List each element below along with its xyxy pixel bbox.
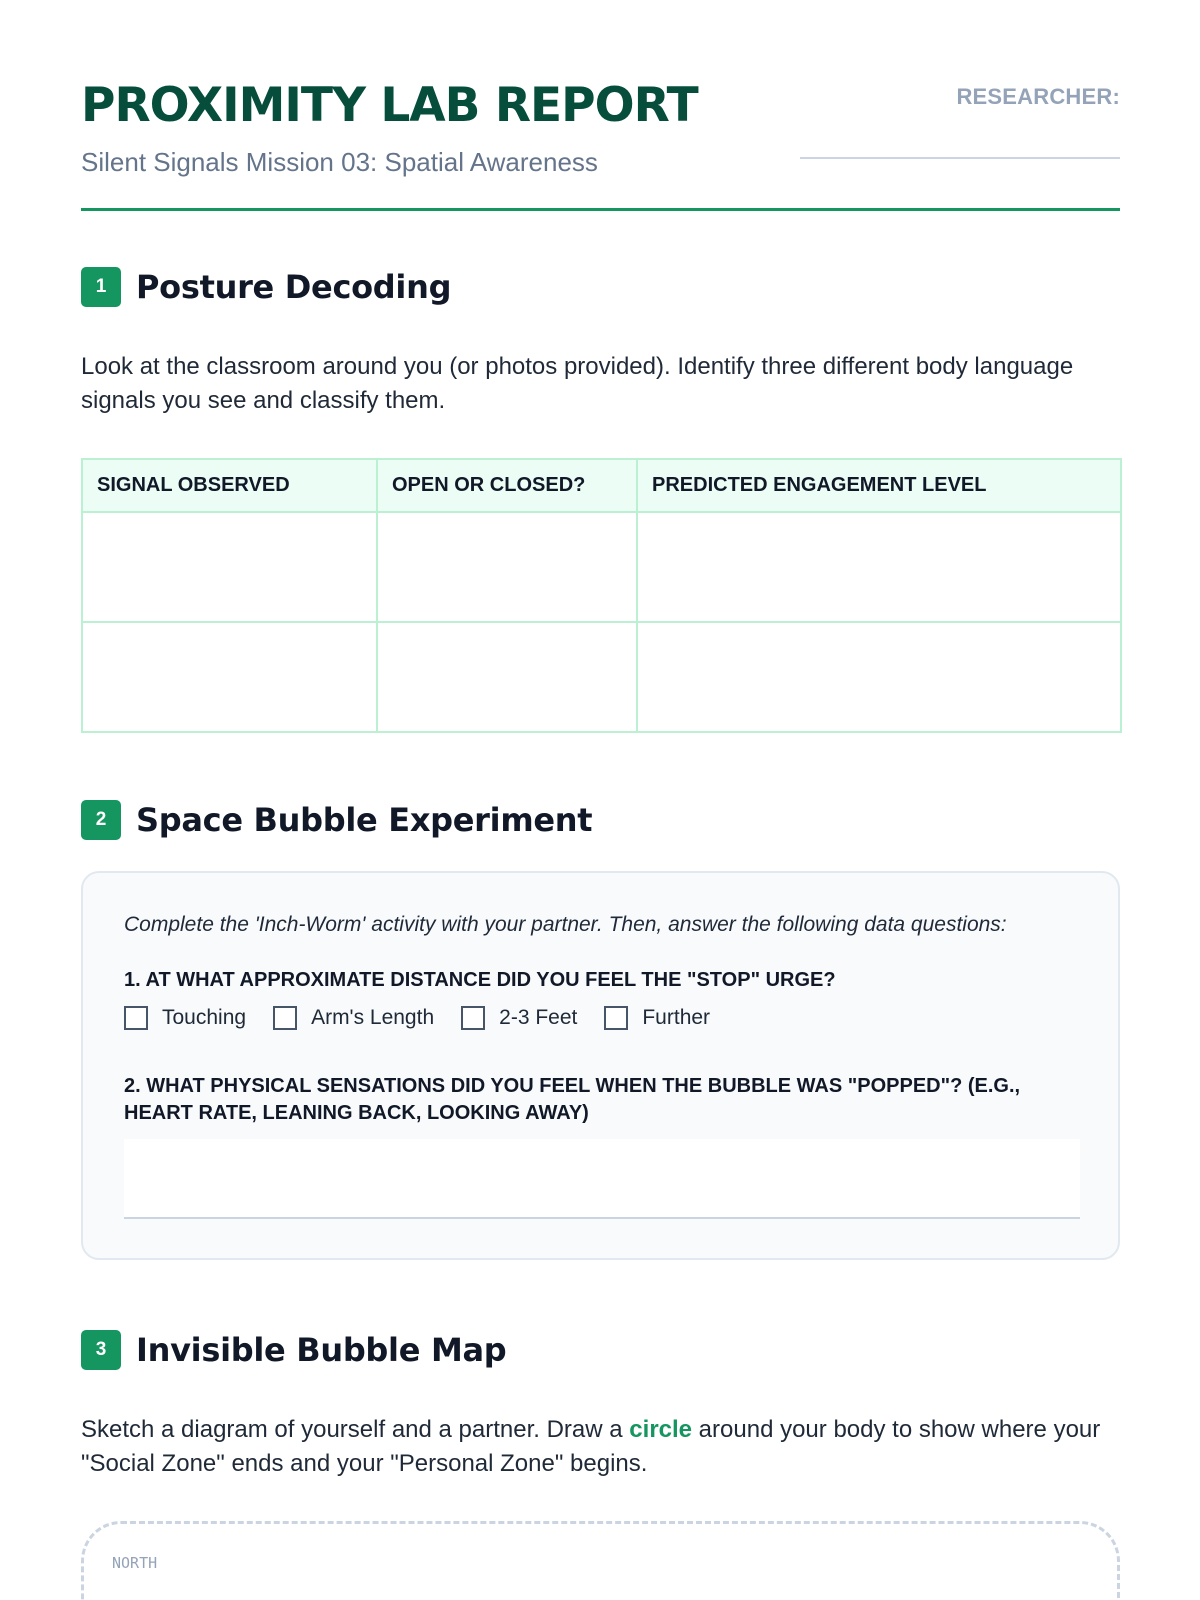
report-header — [81, 0, 1120, 211]
table-header-row — [82, 459, 1121, 512]
signals-table — [81, 458, 1122, 733]
researcher-label: RESEARCHER: — [956, 84, 1120, 109]
section-number-badge: 2 — [81, 800, 121, 840]
table-row — [82, 512, 1121, 622]
section-number-badge: 1 — [81, 267, 121, 307]
section-1-heading — [81, 267, 451, 307]
column-header: OPEN OR CLOSED? — [377, 459, 637, 512]
option-2-3-feet[interactable] — [461, 1006, 577, 1030]
distance-options — [124, 1006, 737, 1030]
table-cell-input[interactable] — [82, 512, 377, 622]
worksheet-page — [81, 0, 1120, 1572]
section-3-instructions — [81, 1413, 1120, 1481]
highlight-word: circle — [629, 1416, 693, 1443]
section-title: Space Bubble Experiment — [136, 801, 593, 839]
question-2-label: 2. WHAT PHYSICAL SENSATIONS DID YOU FEEL WHEN THE BUBBLE WAS "POPPED"? (E.G., HEART RATE, LEANING BACK, LOOKING AWAY) — [124, 1075, 1021, 1124]
instructions-text: Sketch a diagram of yourself and a partner. Draw a — [81, 1416, 630, 1443]
table-cell-input[interactable] — [637, 622, 1121, 732]
experiment-intro: Complete the 'Inch-Worm' activity with your partner. Then, answer the following data questions: — [124, 913, 1007, 936]
option-touching[interactable] — [124, 1006, 246, 1030]
checkbox[interactable] — [124, 1006, 148, 1030]
section-1-instructions: Look at the classroom around you (or photos provided). Identify three different body language signals you see and classify them. — [81, 353, 1074, 414]
checkbox[interactable] — [461, 1006, 485, 1030]
column-header: SIGNAL OBSERVED — [82, 459, 377, 512]
north-label: NORTH — [112, 1554, 158, 1572]
checkbox[interactable] — [273, 1006, 297, 1030]
sensations-answer-field[interactable] — [124, 1139, 1080, 1219]
report-subtitle: Silent Signals Mission 03: Spatial Awareness — [81, 147, 598, 177]
report-title: PROXIMITY LAB REPORT — [81, 78, 698, 133]
question-1-label: 1. AT WHAT APPROXIMATE DISTANCE DID YOU FEEL THE "STOP" URGE? — [124, 969, 836, 991]
column-header: PREDICTED ENGAGEMENT LEVEL — [637, 459, 1121, 512]
instructions-text: around your body to show where your "Social Zone" ends and your "Personal Zone" begins. — [81, 1416, 1101, 1477]
researcher-name-field[interactable] — [800, 157, 1120, 159]
option-further[interactable] — [604, 1006, 710, 1030]
table-cell-input[interactable] — [82, 622, 377, 732]
sketch-area[interactable] — [81, 1521, 1120, 1600]
section-title: Invisible Bubble Map — [136, 1331, 507, 1369]
section-number-badge: 3 — [81, 1330, 121, 1370]
option-label: 2-3 Feet — [499, 1006, 578, 1029]
table-cell-input[interactable] — [637, 512, 1121, 622]
checkbox[interactable] — [604, 1006, 628, 1030]
option-label: Touching — [162, 1006, 247, 1029]
experiment-card — [81, 871, 1120, 1260]
option-label: Arm's Length — [311, 1006, 435, 1029]
table-cell-input[interactable] — [377, 512, 637, 622]
section-3-heading — [81, 1330, 506, 1370]
section-title: Posture Decoding — [136, 268, 452, 306]
option-arms-length[interactable] — [273, 1006, 434, 1030]
table-cell-input[interactable] — [377, 622, 637, 732]
table-row — [82, 622, 1121, 732]
option-label: Further — [642, 1006, 711, 1029]
section-2-heading — [81, 800, 592, 840]
